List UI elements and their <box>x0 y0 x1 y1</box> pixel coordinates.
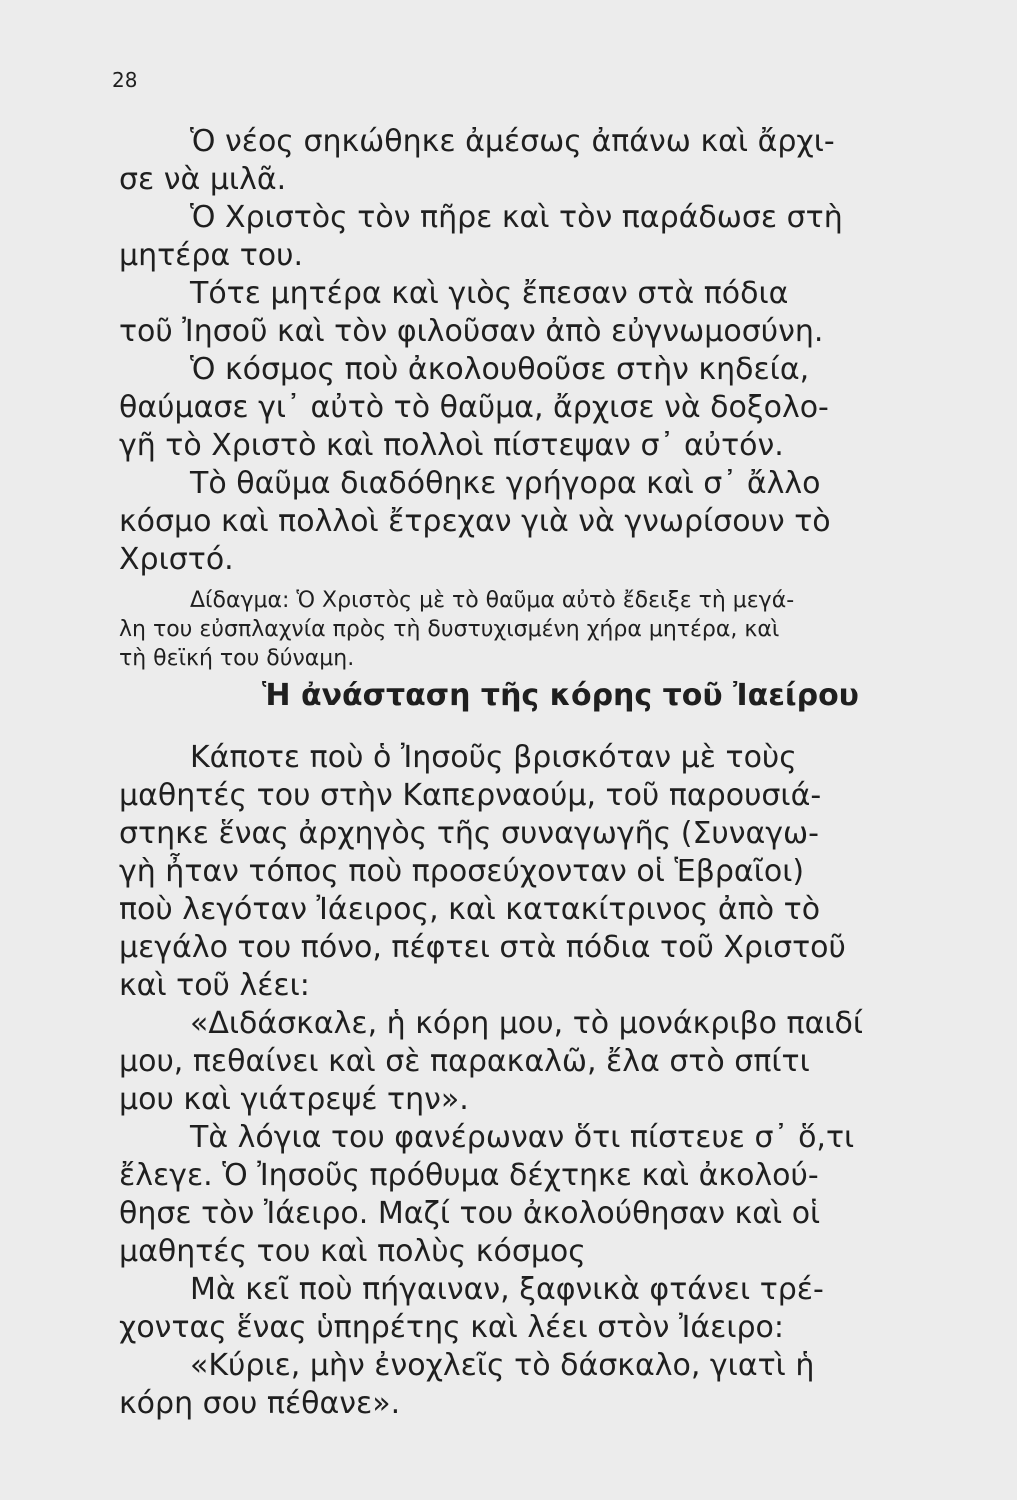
text-line: μαθητές του καὶ πολὺς κόσμος <box>119 1234 586 1269</box>
text-line: γὴ ἦταν τόπος ποὺ προσεύχονταν οἱ Ἑβραῖοι) <box>119 854 805 889</box>
text-line: Τὰ λόγια του φανέρωναν ὅτι πίστευε σ᾽ ὅ,τι <box>190 1120 855 1155</box>
text-line: Τὸ θαῦμα διαδόθηκε γρήγορα καὶ σ᾽ ἄλλο <box>190 466 821 501</box>
text-line: Κάποτε ποὺ ὁ Ἰησοῦς βρισκόταν μὲ τοὺς <box>190 740 797 775</box>
note-line: τὴ θεϊκή του δύναμη. <box>119 646 355 671</box>
text-line: ἔλεγε. Ὁ Ἰησοῦς πρόθυμα δέχτηκε καὶ ἀκολού- <box>119 1158 819 1193</box>
text-line: Ὁ Χριστὸς τὸν πῆρε καὶ τὸν παράδωσε στὴ <box>190 200 843 235</box>
text-line: ποὺ λεγόταν Ἰάειρος, καὶ κατακίτρινος ἀπὸ τὸ <box>119 892 821 927</box>
text-line: μητέρα του. <box>119 238 304 273</box>
text-line: Ὁ κόσμος ποὺ ἀκολουθοῦσε στὴν κηδεία, <box>190 352 810 387</box>
text-line: «Διδάσκαλε, ἡ κόρη μου, τὸ μονάκριβο παιδί <box>190 1006 864 1041</box>
text-line: κόρη σου πέθανε». <box>119 1386 401 1421</box>
text-line: χοντας ἕνας ὑπηρέτης καὶ λέει στὸν Ἰάειρο: <box>119 1310 785 1345</box>
note-line: λη του εὐσπλαχνία πρὸς τὴ δυστυχισμένη χήρα μητέρα, καὶ <box>119 617 780 642</box>
text-line: σε νὰ μιλᾶ. <box>119 162 287 197</box>
note-line: Δίδαγμα: Ὁ Χριστὸς μὲ τὸ θαῦμα αὐτὸ ἔδειξε τὴ μεγά- <box>190 588 795 613</box>
text-line: μαθητές του στὴν Καπερναούμ, τοῦ παρουσιά- <box>119 778 822 813</box>
section-title: Ἡ ἀνάσταση τῆς κόρης τοῦ Ἰαείρου <box>262 678 859 713</box>
text-line: στηκε ἕνας ἀρχηγὸς τῆς συναγωγῆς (Συναγω- <box>119 816 819 851</box>
text-line: θησε τὸν Ἰάειρο. Μαζί του ἀκολούθησαν καὶ οἱ <box>119 1196 821 1231</box>
page-number: 28 <box>112 68 138 92</box>
text-line: Ὁ νέος σηκώθηκε ἀμέσως ἀπάνω καὶ ἄρχι- <box>190 124 835 159</box>
text-line: καὶ τοῦ λέει: <box>119 968 310 1003</box>
text-line: Μὰ κεῖ ποὺ πήγαιναν, ξαφνικὰ φτάνει τρέ- <box>190 1272 824 1307</box>
text-line: κόσμο καὶ πολλοὶ ἔτρεχαν γιὰ νὰ γνωρίσουν τὸ <box>119 504 831 539</box>
text-line: θαύμασε γι᾽ αὐτὸ τὸ θαῦμα, ἄρχισε νὰ δοξολο- <box>119 390 829 425</box>
text-line: μεγάλο του πόνο, πέφτει στὰ πόδια τοῦ Χριστοῦ <box>119 930 846 965</box>
text-line: γῆ τὸ Χριστὸ καὶ πολλοὶ πίστεψαν σ᾽ αὐτόν. <box>119 428 784 463</box>
text-line: τοῦ Ἰησοῦ καὶ τὸν φιλοῦσαν ἀπὸ εὐγνωμοσύνη. <box>119 314 824 349</box>
text-line: Τότε μητέρα καὶ γιὸς ἔπεσαν στὰ πόδια <box>190 276 789 311</box>
text-line: «Κύριε, μὴν ἐνοχλεῖς τὸ δάσκαλο, γιατὶ ἡ <box>190 1348 815 1383</box>
text-line: μου καὶ γιάτρεψέ την». <box>119 1082 469 1117</box>
text-line: μου, πεθαίνει καὶ σὲ παρακαλῶ, ἔλα στὸ σπίτι <box>119 1044 810 1079</box>
text-line: Χριστό. <box>119 542 234 577</box>
